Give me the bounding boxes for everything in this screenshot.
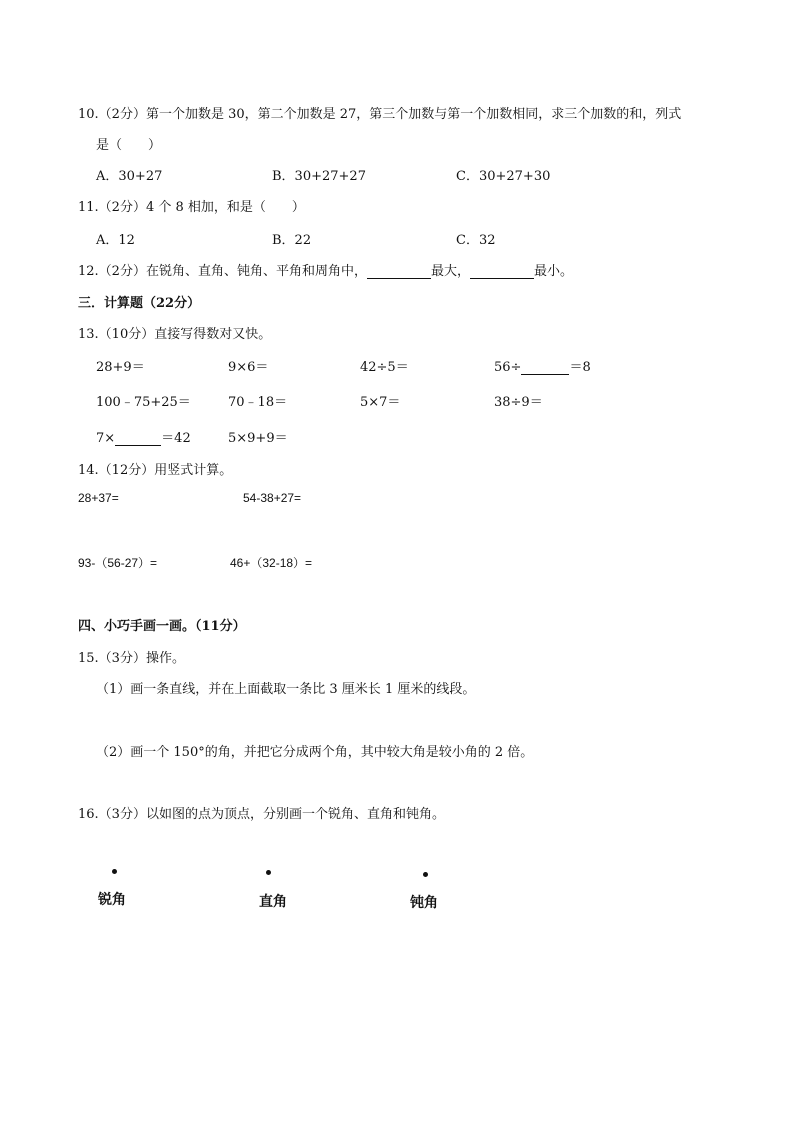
q10-option-a: A．30+27 [96,169,163,184]
q12-text [78,260,573,279]
label-acute-angle: 锐角 [98,892,126,908]
q13-blank[interactable] [521,361,569,375]
q16-text: 16.（3分）以如图的点为顶点，分别画一个锐角、直角和钝角。 [78,807,445,822]
q10-option-c: C．30+27+30 [456,169,551,184]
q12-blank-largest[interactable] [367,265,431,279]
q13-item: 28+9＝ [96,360,145,375]
q13-item: 5×7＝ [360,395,401,410]
q13-item-prefix: 56÷ [494,360,522,375]
q10-text-line1: 10.（2分）第一个加数是 30，第二个加数是 27，第三个加数与第一个加数相同，求三个加数的和，列式 [78,107,682,122]
q13-item: 70﹣18＝ [228,395,288,410]
q14-item: 28+37= [78,491,119,505]
q15-sub1: （1）画一条直线，并在上面截取一条比 3 厘米长 1 厘米的线段。 [96,682,476,697]
q13-item-7-times [96,427,191,446]
q12-blank-smallest[interactable] [470,265,534,279]
vertex-dot-right[interactable] [266,870,271,875]
q11-option-c: C．32 [456,233,496,248]
q13-item-prefix: 7× [96,431,116,446]
q11-option-a: A．12 [96,233,135,248]
q11-option-b: B．22 [272,233,312,248]
q14-item: 54-38+27= [243,491,302,505]
q13-text: 13.（10分）直接写得数对又快。 [78,327,272,342]
q13-item: 9×6＝ [228,360,269,375]
q15-text: 15.（3分）操作。 [78,651,185,666]
q12-suffix: 最小。 [533,264,573,279]
label-obtuse-angle: 钝角 [410,895,438,911]
q13-item: 5×9+9＝ [228,431,288,446]
q10-text-line2: 是（ ） [96,138,162,153]
q13-item-56-div [494,356,591,375]
q13-item: 100﹣75+25＝ [96,395,191,410]
q10-option-b: B．30+27+27 [272,169,366,184]
section-4-title: 四、小巧手画一画。（11分） [78,619,246,634]
vertex-dot-acute[interactable] [112,869,117,874]
q14-item: 46+（32-18）= [230,556,313,570]
q14-text: 14.（12分）用竖式计算。 [78,463,233,478]
q13-item: 38÷9＝ [494,395,543,410]
q12-mid: 最大， [430,264,470,279]
label-right-angle: 直角 [259,894,287,910]
vertex-dot-obtuse[interactable] [423,872,428,877]
q14-item: 93-（56-27）= [78,556,158,570]
q13-blank[interactable] [115,432,161,446]
section-3-title: 三．计算题（22分） [78,296,201,311]
q12-prefix: 12.（2分）在锐角、直角、钝角、平角和周角中， [78,264,367,279]
q11-text: 11.（2分）4 个 8 相加，和是（ ） [78,200,305,215]
q15-sub2: （2）画一个 150°的角，并把它分成两个角，其中较大角是较小角的 2 倍。 [96,745,534,760]
q13-item-suffix: ＝8 [569,360,591,375]
q13-item-suffix: ＝42 [161,431,191,446]
q13-item: 42÷5＝ [360,360,409,375]
